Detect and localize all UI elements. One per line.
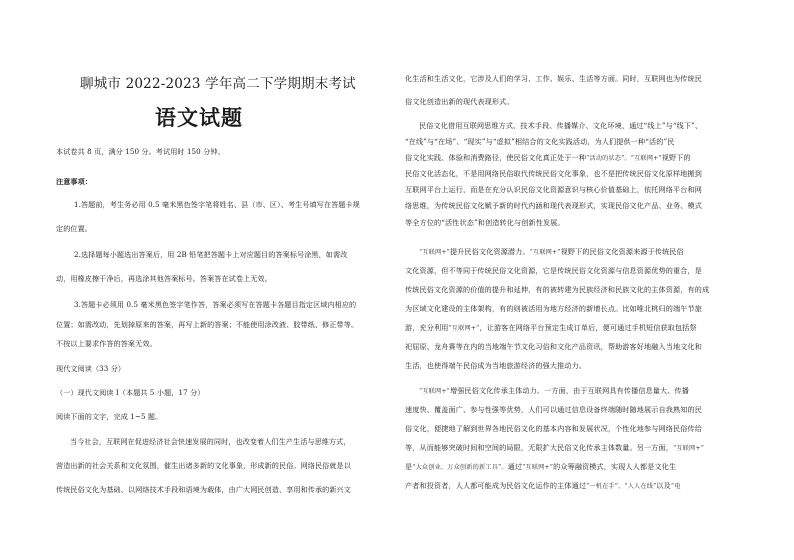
p2-l3-text: 俗文化实践、体验和消费路径，使民俗文化真正处于一种 [405,153,587,162]
p4-l5-c: 通过 [507,462,523,471]
p4-l1-text: 增强民俗文化传承主体动力。一方面，由于互联网具有传播信息量大、传播 [449,386,690,395]
reading-instruction: 阅读下面的文字，完成 1~5 题。 [56,412,163,421]
paragraph-2-line-2: “在线”与“在场”、“现实”与“虚拟”相结合的文化实践活动，为人们提供一种“活的”民 [405,137,675,146]
exam-subject: 语文试题 [155,105,243,130]
notice-2-line-1: 2.选择题每小题选出答案后，用 2B 铅笔把答题卡上对应题目的答案标号涂黑，如需改 [74,250,348,259]
paragraph-3-line-5 [405,323,697,334]
paragraph-2-line-3 [405,153,691,164]
subsection-heading: （一）现代文阅读 I（本题共 5 小题，17 分） [56,388,205,397]
paragraph-3-line-1 [419,247,684,258]
paragraph-2-line-6: 络思维，为传统民俗文化赋予新的时代内涵和现代表现形式，实现民俗文化产品、业务、模式 [405,201,702,210]
paragraph-4-line-2: 速度快、覆盖面广、参与性强等优势，人们可以通过信息设备终端随时随地展示自我熟知的民 [405,405,702,414]
p2-l3-term: “互联网+” [630,155,662,162]
p3-l1-text: 提升民俗文化资源潜力。 [449,247,530,256]
notice-3-line-1: 3.答题卡必须用 0.5 毫米黑色签字笔作答，答案必须写在答题卡各题目指定区域内相应的 [74,300,357,309]
paragraph-2-line-7: 等全方位的“活性状态”和创造转化与创新性发展。 [405,218,565,227]
paragraph-3-line-7: 生活，也使得端午民俗成为当地旅游经济的强大推动力。 [405,361,587,370]
paragraph-2-line-5: 互联网平台上运行，而是在充分认识民俗文化资源意识与核心价值基础上，依托网络平台和网 [405,185,702,194]
p4-l5-e: 的众筹融资模式，实现人人都是文化生 [553,462,677,471]
p4-l6-c: 以及 [656,481,671,490]
p3-l1-term: “互联网+” [419,249,450,256]
notice-2-line-2: 动，用橡皮擦干净后，再选涂其他答案标号。答案答在试卷上无效。 [56,274,272,283]
paragraph-4-line-5 [405,462,676,473]
p4-l6-b: “一机在手”、“人人在线” [586,483,657,490]
notice-1-line-1: 1.答题前，考生务必用 0.5 毫米黑色签字笔将姓名、县（市、区）、考生号填写在答题卡规 [74,200,360,209]
p3-l5-tail: ，让游客在网络平台预定生成订单后，便可通过手机短信获取包括祭 [479,323,697,332]
paragraph-1-line-4: 化生活和生活文化，它涉及人们的学习、工作、娱乐、生活等方面。同时，互联网也为传统民 [405,74,702,83]
intro-line: 本试卷共 8 页，满分 150 分。考试用时 150 分钟。 [56,147,225,156]
notice-1-line-2: 定的位置。 [56,224,92,233]
exam-title: 聊城市 2022-2023 学年高二下学期期末考试 [80,76,356,92]
paragraph-1-line-5: 俗文化创造出新的现代表现形式。 [405,97,514,106]
paragraph-1-line-1: 当今社会，互联网在促进经济社会快速发展的同时，也改变着人们生产生活与思维方式， [70,437,351,446]
p4-l5-a: 是 [405,462,413,471]
p2-l3-tail: 视野下的 [661,153,691,162]
paragraph-4-line-1 [419,386,689,397]
paragraph-4-line-6 [405,481,681,492]
p4-l5-d: “互联网+” [522,464,554,471]
p3-l5-text: 游，充分利用 [405,323,449,332]
paragraph-3-line-4: 为区域文化建设的主体架构，有的则被活用为地方经济的新增长点。比如唯北桃归的端午节旅 [405,304,702,313]
paragraph-3-line-3: 传统民俗文化资源的价值的提升和延伸，有的被转建为民族经济和民族文化的主体资源，有的成 [405,285,710,294]
paragraph-3-line-6: 祀屈原、龙舟赛等在内的当地端午节文化习俗和文化产品资讯，帮助游客好地融入当地文化和 [405,342,702,351]
paragraph-1-line-3: 传统民俗文化为基础、以网络技术手段和语境为载体，由广大网民创造、享用和传承的新兴文 [56,485,351,494]
p4-l6-d: “电 [670,483,681,490]
paragraph-2-line-4: 民俗文化活态化，不是用网络民俗取代传统民俗文化事象，也不是把传统民俗文化原样地搬到 [405,169,702,178]
p4-l4-term: “互联网+” [673,445,705,452]
p4-l6-a: 产者和投资者，人人都可能成为民俗文化运作的主体通过 [405,481,587,490]
p4-l1-term: “互联网+” [419,388,450,395]
notice-heading: 注意事项： [56,177,92,186]
paragraph-3-line-2: 文化资源，但不等同于传统民俗文化资源，它是传统民俗文化资源与信息资源优势的重合，是 [405,266,702,275]
p3-l1-term-2: “互联网+” [529,249,561,256]
notice-3-line-3: 不按以上要求作答的答案无效。 [56,339,157,348]
p4-l5-b: “大众创业、万众创新的新工具”。 [412,464,508,471]
paragraph-2-line-1: 民俗文化借用互联网思维方式、技术手段、传播媒介、文化环境，通过“线上”与“线下”、 [419,121,703,130]
p2-l3-quote: “活动的状态”。 [586,155,631,162]
paragraph-1-line-2: 营造出新的社会关系和文化氛围，催生出诸多新的文化事象，形成新的民俗。网络民俗就是以 [56,461,351,470]
paragraph-4-line-3: 俗文化，便捷地了解到世界各地民俗文化的基本内容和发展状况，个性化地参与网络民俗传给 [405,424,702,433]
p4-l4-text: 等，从而能够突破时间和空间的局限，无限扩大民俗文化传承主体数量。另一方面， [405,443,674,452]
p3-l5-term: “互联网+” [448,325,480,332]
p3-l1-tail: 视野下的民俗文化资源来源于传统民俗 [560,247,684,256]
paragraph-4-line-4 [405,443,704,454]
section-heading: 现代文阅读（33 分） [56,364,126,373]
notice-3-line-2: 位置；如需改动，先划掉原来的答案，再写上新的答案；不能使用涂改液、胶带纸、修正带等。 [56,320,359,329]
